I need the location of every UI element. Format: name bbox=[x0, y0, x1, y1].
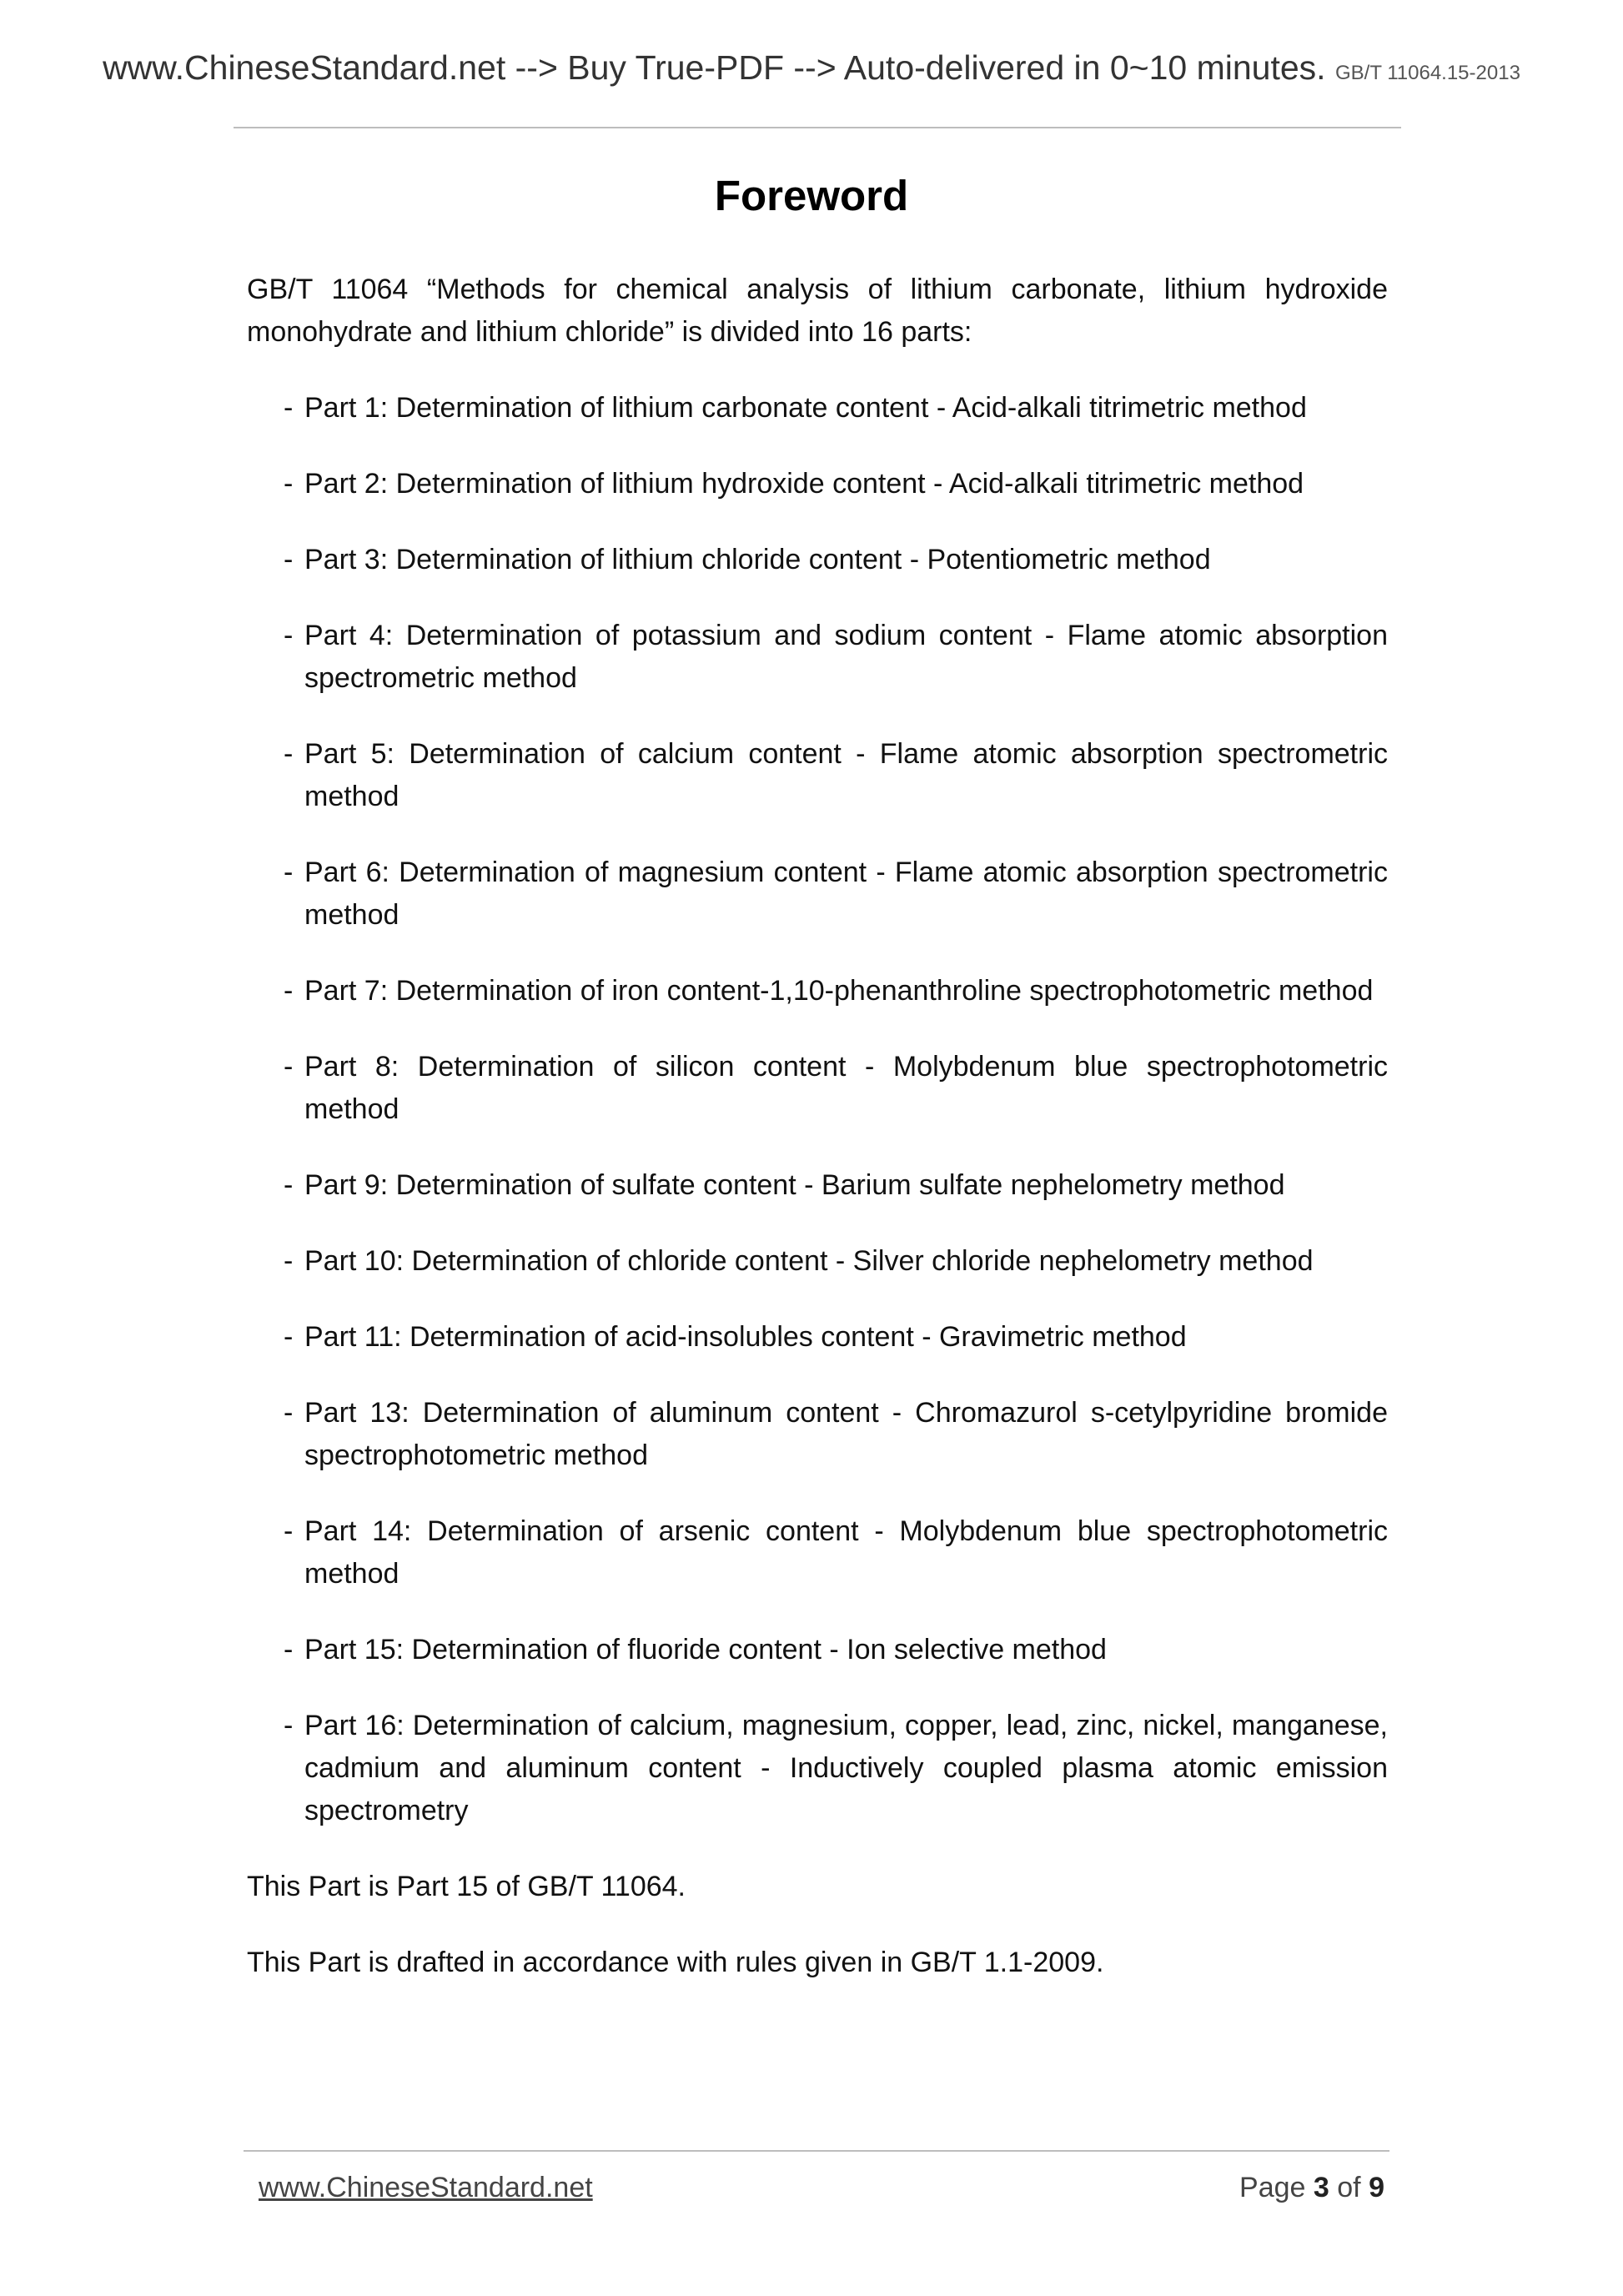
list-item: - Part 14: Determination of arsenic content - Molybdenum blue spectrophotometric method bbox=[284, 1515, 1388, 1590]
list-item: - Part 13: Determination of aluminum content - Chromazurol s-cetylpyridine bromide spectrophotometric method bbox=[284, 1397, 1388, 1471]
list-item: - Part 15: Determination of fluoride content - Ion selective method bbox=[284, 1634, 1107, 1665]
list-item: - Part 7: Determination of iron content-1,10-phenanthroline spectrophotometric method bbox=[284, 975, 1374, 1007]
header-banner-text: www.ChineseStandard.net --> Buy True-PDF --> Auto-delivered in 0~10 minutes. bbox=[103, 48, 1326, 87]
list-item: - Part 10: Determination of chloride content - Silver chloride nephelometry method bbox=[284, 1245, 1314, 1277]
header-divider bbox=[234, 127, 1401, 128]
page-title: Foreword bbox=[714, 172, 909, 219]
list-item: - Part 4: Determination of potassium and sodium content - Flame atomic absorption spectrometric method bbox=[284, 620, 1388, 694]
closing-paragraph-part-number: This Part is Part 15 of GB/T 11064. bbox=[247, 1871, 686, 1902]
list-item: - Part 5: Determination of calcium content - Flame atomic absorption spectrometric method bbox=[284, 738, 1388, 812]
list-item: - Part 6: Determination of magnesium content - Flame atomic absorption spectrometric method bbox=[284, 857, 1388, 931]
list-item: - Part 9: Determination of sulfate content - Barium sulfate nephelometry method bbox=[284, 1169, 1285, 1201]
list-item: - Part 3: Determination of lithium chloride content - Potentiometric method bbox=[284, 544, 1211, 575]
parts-list bbox=[247, 387, 1388, 1832]
list-item: - Part 2: Determination of lithium hydroxide content - Acid-alkali titrimetric method bbox=[284, 468, 1304, 500]
total-pages: 9 bbox=[1369, 2172, 1384, 2203]
list-item: - Part 11: Determination of acid-insolubles content - Gravimetric method bbox=[284, 1321, 1187, 1353]
list-item: - Part 8: Determination of silicon content - Molybdenum blue spectrophotometric method bbox=[284, 1051, 1388, 1125]
page-number: Page 3 of 9 bbox=[1239, 2172, 1384, 2203]
current-page: 3 bbox=[1313, 2172, 1329, 2203]
intro-paragraph: GB/T 11064 “Methods for chemical analysis of lithium carbonate, lithium hydroxide monohydrate and lithium chloride” is divided into 16 parts: bbox=[247, 274, 1388, 348]
document-number: GB/T 11064.15-2013 bbox=[1334, 62, 1520, 84]
footer-site-link[interactable]: www.ChineseStandard.net bbox=[259, 2172, 593, 2203]
document-body bbox=[247, 269, 1388, 2017]
footer-divider bbox=[244, 2150, 1389, 2152]
list-item: - Part 1: Determination of lithium carbonate content - Acid-alkali titrimetric method bbox=[284, 392, 1307, 424]
header-banner bbox=[0, 48, 1623, 88]
closing-paragraph-drafting-rules: This Part is drafted in accordance with rules given in GB/T 1.1-2009. bbox=[247, 1947, 1104, 1978]
list-item: - Part 16: Determination of calcium, magnesium, copper, lead, zinc, nickel, manganese, cadmium and aluminum content - Inductively coupled plasma atomic emission spectrometry bbox=[284, 1710, 1388, 1826]
